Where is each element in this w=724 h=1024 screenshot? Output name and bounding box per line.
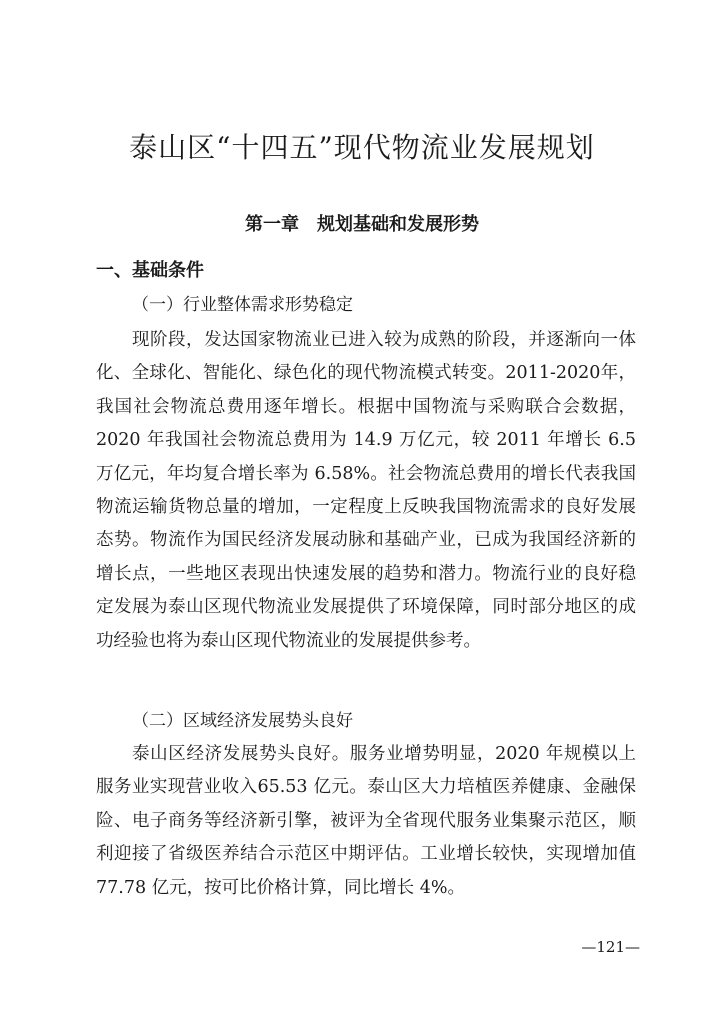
paragraph-1: 现阶段，发达国家物流业已进入较为成熟的阶段，并逐渐向一体化、全球化、智能化、绿色化的现代物流模式转变。2011-2020年，我国社会物流总费用逐年增长。根据中国物流与采购联合会数据，2020 年我国社会物流总费用为 14.9 万亿元，较 2011 年增长 6.5 万亿元，年均复合增长率为 6.58%。社会物流总费用的增长代表我国物流运输货物总量的增加，一定程度上反映我国物流需求的良好发展态势。物流作为国民经济发展动脉和基础产业，已成为我国经济新的增长点，一些地区表现出快速发展的趋势和潜力。物流行业的良好稳定发展为泰山区现代物流业发展提供了环境保障，同时部分地区的成功经验也将为泰山区现代物流业的发展提供参考。 xyxy=(96,330,636,651)
document-title: 泰山区“十四五”现代物流业发展规划 xyxy=(129,131,595,164)
page-number: —121— xyxy=(581,938,640,956)
section-heading: 一、基础条件 xyxy=(96,260,204,281)
chapter-heading: 第一章 规划基础和发展形势 xyxy=(245,214,479,235)
subsection-heading-1: （一）行业整体需求形势稳定 xyxy=(132,295,353,315)
paragraph-2: 泰山区经济发展势头良好。服务业增势明显，2020 年规模以上服务业实现营业收入65.53 亿元。泰山区大力培植医养健康、金融保险、电子商务等经济新引擎，被评为全省现代服务业集聚示范区，顺利迎接了省级医养结合示范区中期评估。工业增长较快，实现增加值 77.78 亿元，按可比价格计算，同比增长 4%。 xyxy=(96,744,636,898)
subsection-heading-2: （二）区域经济发展势头良好 xyxy=(132,711,353,731)
